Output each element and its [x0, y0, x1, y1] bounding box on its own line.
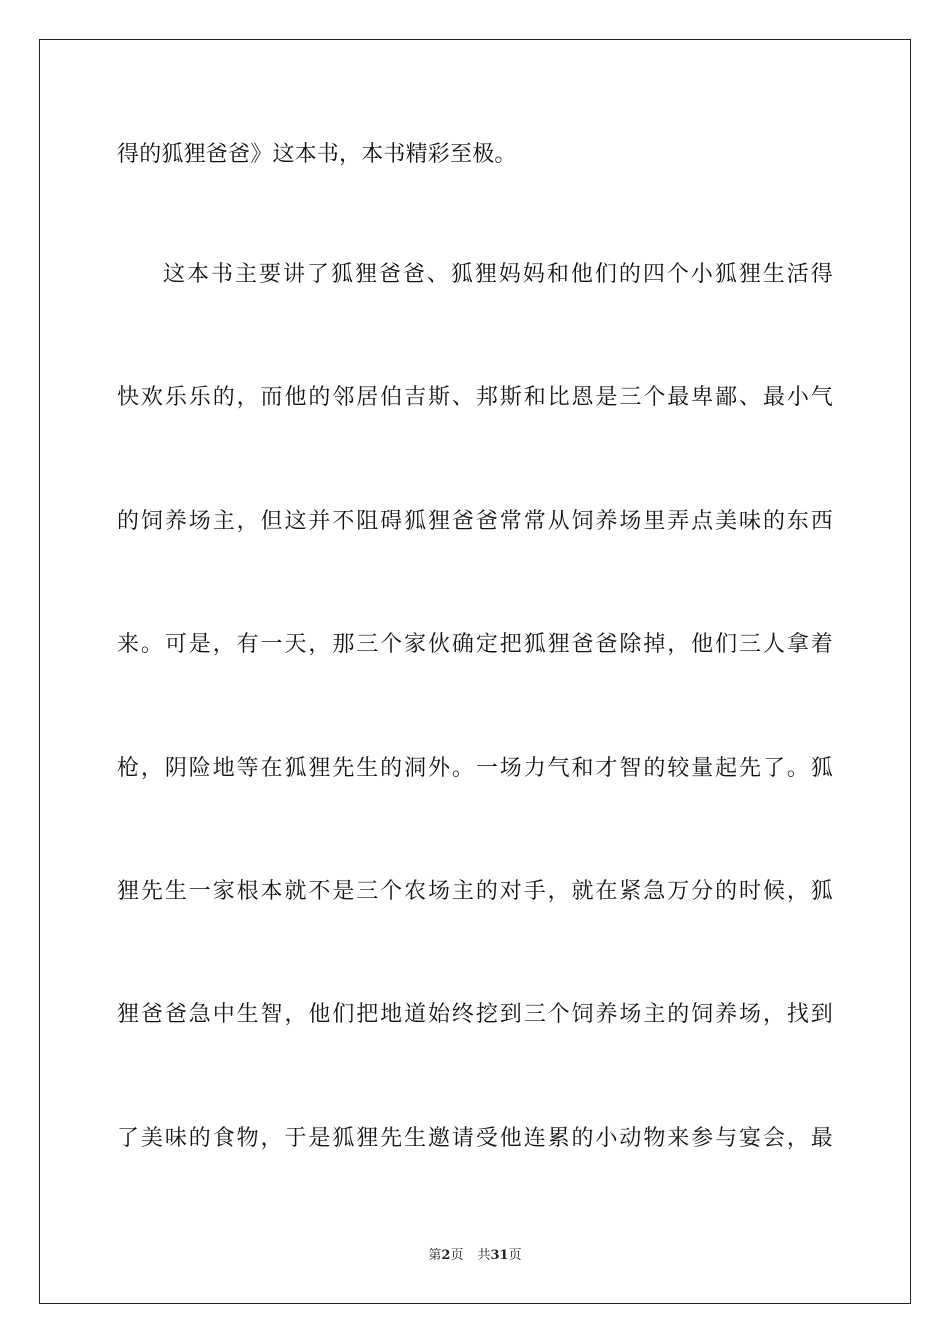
text-line-1: 得的狐狸爸爸》这本书，本书精彩至极。: [117, 142, 517, 167]
page-prefix: 第: [428, 1248, 442, 1263]
text-line-4: 的饲养场主，但这并不阻碍狐狸爸爸常常从饲养场里弄点美味的东西: [117, 509, 833, 534]
text-line-9: 了美味的食物，于是狐狸先生邀请受他连累的小动物来参与宴会，最: [117, 1126, 833, 1151]
text-line-2: 这本书主要讲了狐狸爸爸、狐狸妈妈和他们的四个小狐狸生活得: [163, 262, 833, 287]
page-number: 2: [441, 1248, 451, 1263]
page-footer: [0, 1247, 950, 1265]
text-line-6: 枪，阴险地等在狐狸先生的洞外。一场力气和才智的较量起先了。狐: [117, 756, 833, 781]
total-prefix: 共: [477, 1248, 491, 1263]
total-suffix: 页: [508, 1248, 522, 1263]
page-suffix: 页: [450, 1248, 464, 1263]
page-total: 31: [490, 1248, 509, 1263]
text-line-5: 来。可是，有一天，那三个家伙确定把狐狸爸爸除掉，他们三人拿着: [117, 632, 833, 657]
text-line-7: 狸先生一家根本就不是三个农场主的对手，就在紧急万分的时候，狐: [117, 879, 833, 904]
text-line-8: 狸爸爸急中生智，他们把地道始终挖到三个饲养场主的饲养场，找到: [117, 1002, 833, 1027]
text-line-3: 快欢乐乐的，而他的邻居伯吉斯、邦斯和比恩是三个最卑鄙、最小气: [117, 385, 833, 410]
page-frame: [39, 39, 911, 1304]
